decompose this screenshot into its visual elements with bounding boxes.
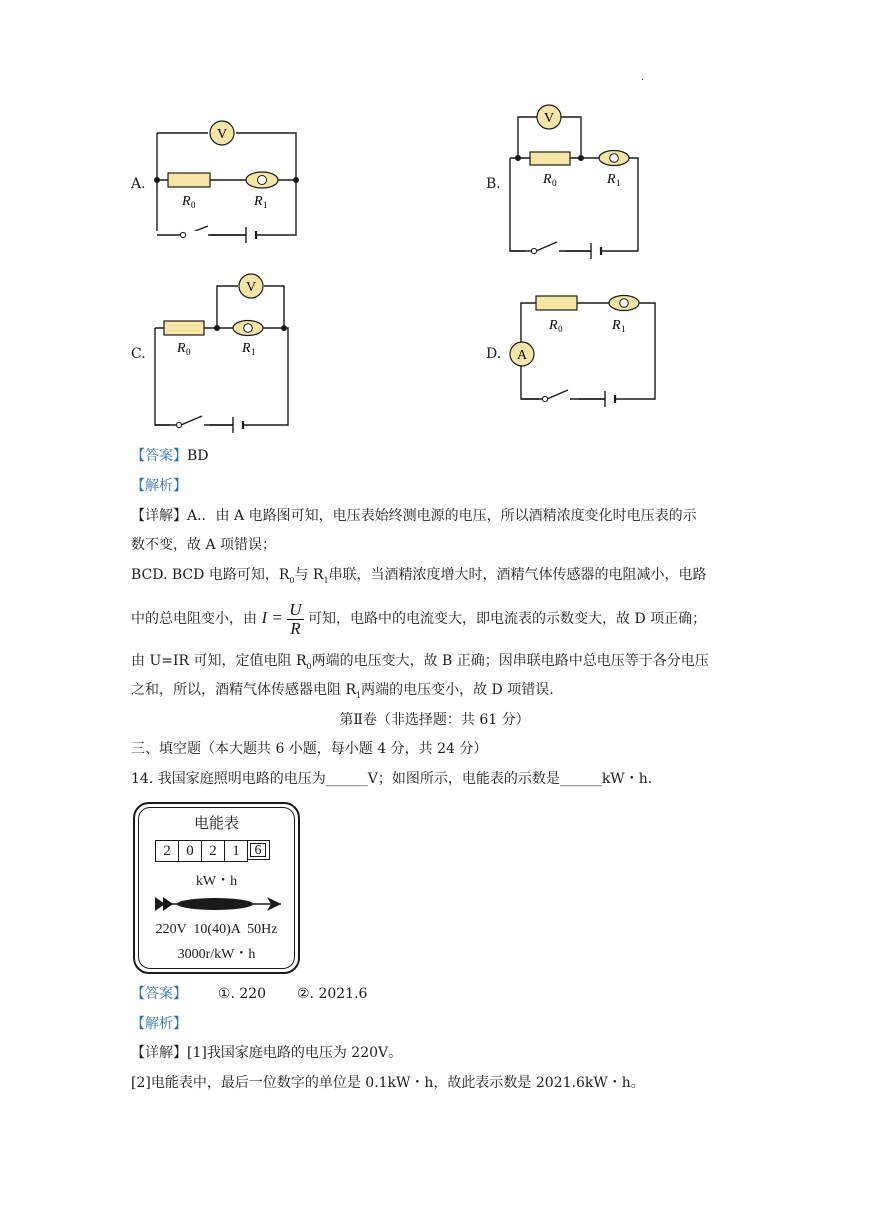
detail-line-2: 数不变，故 A 项错误； <box>131 537 277 553</box>
svg-text:1: 1 <box>251 347 256 357</box>
analysis-tag: 【解析】 <box>131 478 187 494</box>
meter-digit: 2 <box>202 840 225 862</box>
detail-tag: 【详解】 <box>131 1045 187 1061</box>
answer-value: BD <box>187 448 209 464</box>
resistor-r0 <box>536 296 577 310</box>
meter-unit: kW・h <box>195 874 238 889</box>
svg-text:0: 0 <box>552 178 557 188</box>
option-c-label: C. <box>131 346 146 362</box>
resistor-r0 <box>530 152 570 165</box>
svg-text:0: 0 <box>558 324 563 334</box>
circuit-d <box>505 290 660 415</box>
svg-text:0: 0 <box>186 347 191 357</box>
formula-lhs: I = <box>261 608 283 627</box>
svg-text:1: 1 <box>263 200 268 210</box>
svg-text:V: V <box>216 127 228 142</box>
answer-tag: 【答案】 <box>131 448 187 464</box>
top-dot: . <box>641 72 645 83</box>
q14-detail-2: [2]电能表中，最后一位数字的单位是 0.1kW・h，故此表示数是 2021.6kW・h。 <box>131 1075 645 1091</box>
resistor-r0 <box>168 173 210 187</box>
answer-tag: 【答案】 <box>131 986 187 1002</box>
option-a-label: A. <box>131 176 146 192</box>
volume-title: 第Ⅱ卷（非选择题：共 61 分） <box>339 712 530 728</box>
detail-line-1: 【详解】A.．由 A 电路图可知，电压表始终测电源的电压，所以酒精浓度变化时电压表的示 <box>131 508 697 524</box>
energy-meter <box>133 802 300 974</box>
meter-spec-1: 220V 10(40)A 50Hz <box>155 922 278 937</box>
svg-text:V: V <box>543 111 555 126</box>
q14-answer-line <box>131 984 367 1004</box>
detail-tag: 【详解】 <box>131 508 187 524</box>
formula-fraction: $\frac{U}{R}$ <box>289 599 302 638</box>
analysis-tag: 【解析】 <box>131 1016 187 1032</box>
option-d-label: D. <box>486 346 502 362</box>
svg-text:R: R <box>182 194 191 209</box>
meter-digits <box>155 840 270 862</box>
meter-digit: 1 <box>225 840 248 862</box>
q14-detail-1: 【详解】[1]我国家庭电路的电压为 220V。 <box>131 1045 403 1061</box>
answer-2: ②. 2021.6 <box>297 986 368 1002</box>
circuit-c <box>148 270 298 440</box>
part-title: 三、填空题（本大题共 6 小题，每小题 4 分，共 24 分） <box>131 741 488 757</box>
svg-text:1: 1 <box>621 324 626 334</box>
svg-text:R: R <box>607 172 616 187</box>
meter-digit: 0 <box>179 840 202 862</box>
detail-line-4: 中的总电阻变小，由 I = $\frac{U}{R}$ 可知，电路中的电流变大，即电流表的示数变大，故 D 项正确； <box>131 599 707 638</box>
meter-arrow-icon <box>153 892 283 916</box>
answer-1: ①. 220 <box>217 986 267 1002</box>
option-b-label: B. <box>486 176 501 192</box>
meter-title: 电能表 <box>193 816 239 832</box>
circuit-b <box>505 100 650 260</box>
detail-line-3: BCD. BCD 电路可知，$R_0$与 $R_1$串联，当酒精浓度增大时，酒精气体传感器的电阻减小，电路 <box>131 567 707 585</box>
svg-text:R: R <box>242 341 251 356</box>
meter-spec-2: 3000r/kW・h <box>177 947 256 962</box>
circuit-a <box>150 115 310 245</box>
svg-text:R: R <box>612 318 621 333</box>
svg-text:A: A <box>516 348 528 363</box>
detail-line-6: 之和，所以，酒精气体传感器电阻 $R_1$两端的电压变小，故 D 项错误. <box>131 682 554 700</box>
meter-decimal-digit: 6 <box>250 843 266 857</box>
q14-question: 14. 我国家庭照明电路的电压为______V；如图所示，电能表的示数是______kW・h. <box>131 771 653 787</box>
meter-digit: 2 <box>155 840 179 862</box>
svg-text:1: 1 <box>616 178 621 188</box>
svg-text:V: V <box>245 280 257 295</box>
q13-answer-line <box>131 446 209 466</box>
svg-text:R: R <box>543 172 552 187</box>
svg-text:0: 0 <box>191 200 196 210</box>
svg-text:R: R <box>549 318 558 333</box>
detail-line-5: 由 U=IR 可知，定值电阻 $R_0$两端的电压变大，故 B 正确；因串联电路中总电压等于各分电压 <box>131 653 709 671</box>
svg-text:R: R <box>177 341 186 356</box>
switch-pivot <box>180 232 185 237</box>
svg-text:R: R <box>254 194 263 209</box>
resistor-r0 <box>164 321 204 335</box>
